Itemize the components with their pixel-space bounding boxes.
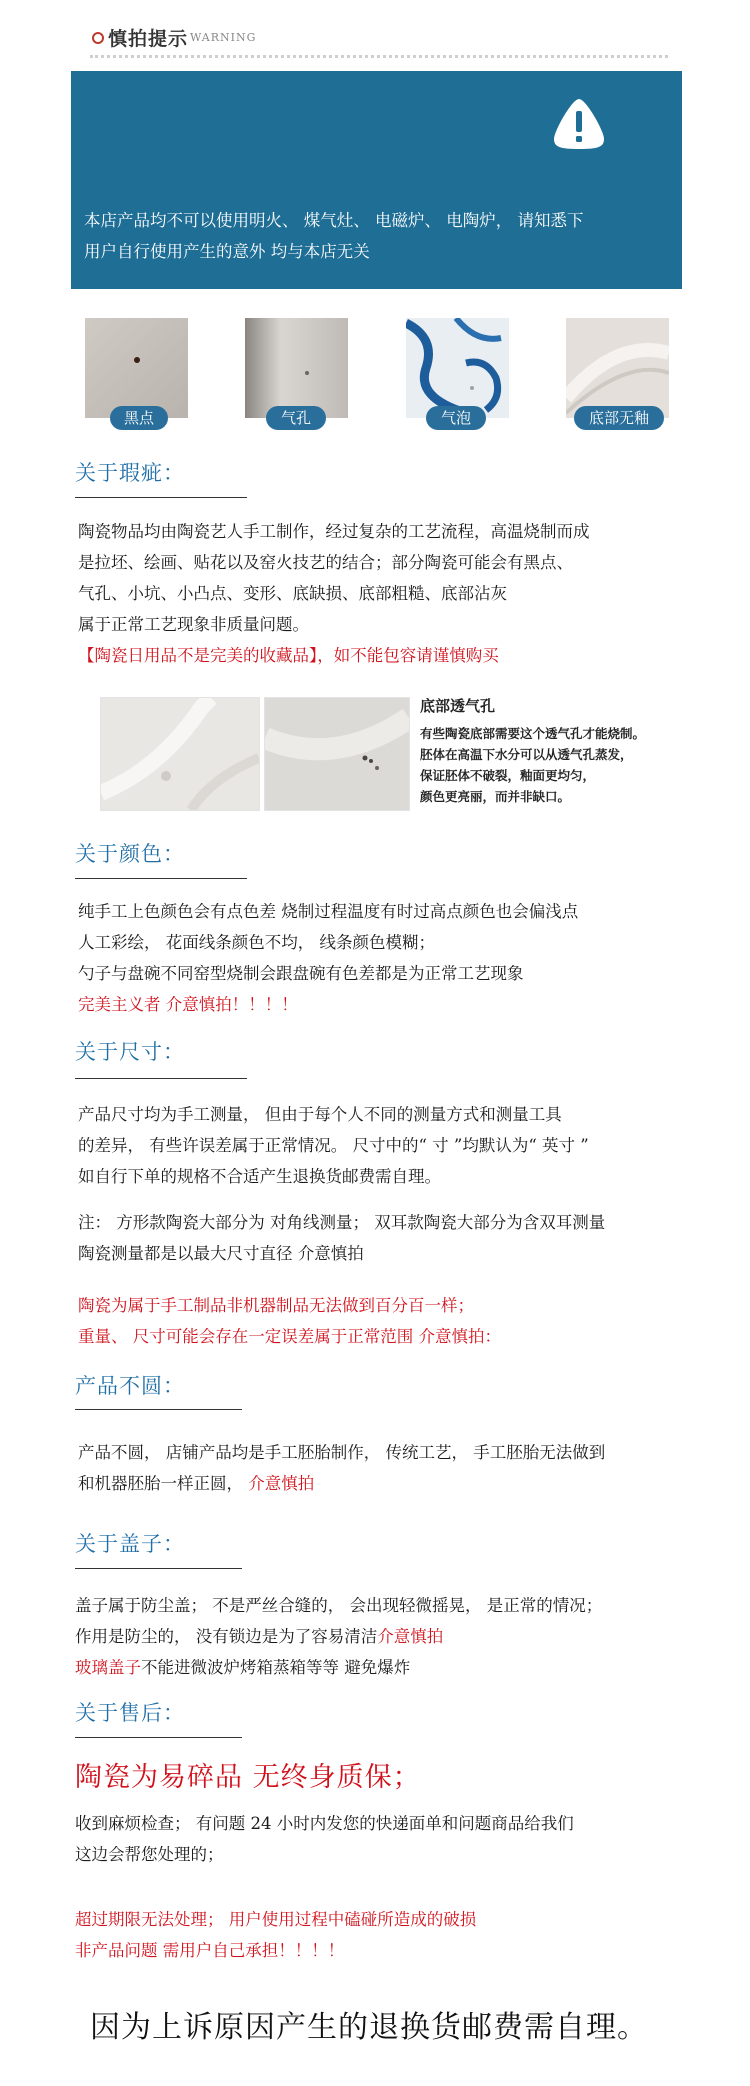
section-rule-color <box>75 878 247 879</box>
color-line-2: 人工彩绘， 花面线条颜色不均， 线条颜色模糊； <box>78 933 435 952</box>
thumb-label-air-hole: 气孔 <box>266 406 326 430</box>
round-line-2-text: 和机器胚胎一样正圆， <box>78 1474 243 1493</box>
size-line-3: 如自行下单的规格不合适产生退换货邮费需自理。 <box>78 1167 441 1186</box>
vent-hole-line-1: 有些陶瓷底部需要这个透气孔才能烧制。 <box>420 726 646 741</box>
round-line-2-warning: 介意慎拍 <box>243 1474 315 1493</box>
header-subtitle: WARNING <box>190 31 257 44</box>
vent-hole-photo-1 <box>100 697 260 811</box>
aftersale-headline: 陶瓷为易碎品 无终身质保； <box>75 1762 421 1793</box>
thumb-label-unglazed-bottom: 底部无釉 <box>574 406 664 430</box>
lid-line-3-text: 不能进微波炉烤箱蒸箱等等 避免爆炸 <box>141 1658 411 1677</box>
thumb-black-dot-image <box>85 318 188 418</box>
section-title-flaws: 关于瑕疵： <box>75 461 185 485</box>
header-title: 慎拍提示 <box>108 28 189 50</box>
thumb-bubble-image <box>406 318 509 418</box>
color-line-1: 纯手工上色颜色会有点色差 烧制过程温度有时过高点颜色也会偏浅点 <box>78 902 579 921</box>
vent-hole-text <box>420 723 720 807</box>
lid-line-2-text: 作用是防尘的， 没有锁边是为了容易清洁 <box>75 1627 378 1646</box>
warning-text <box>84 205 674 267</box>
aftersale-line-2: 这边会帮您处理的； <box>75 1845 224 1864</box>
flaws-line-4: 属于正常工艺现象非质量问题。 <box>78 615 309 634</box>
aftersale-warning <box>75 1904 743 1966</box>
size-warning-line-2: 重量、 尺寸可能会存在一定误差属于正常范围 介意慎拍： <box>78 1327 501 1346</box>
size-body <box>78 1099 743 1192</box>
flaws-warning-line: 【陶瓷日用品不是完美的收藏品】，如不能包容请谨慎购买 <box>78 646 499 665</box>
flaws-body <box>78 516 738 671</box>
lid-body <box>75 1590 743 1683</box>
size-line-2: 的差异， 有些许误差属于正常情况。 尺寸中的“ 寸 ”均默认为“ 英寸 ” <box>78 1136 589 1155</box>
lid-line-1: 盖子属于防尘盖； 不是严丝合缝的， 会出现轻微摇晃， 是正常的情况； <box>75 1596 603 1615</box>
aftersale-body <box>75 1808 743 1870</box>
warning-line-1: 本店产品均不可以使用明火、 煤气灶、 电磁炉、 电陶炉， 请知悉下 <box>84 211 584 230</box>
round-body <box>78 1437 743 1499</box>
section-title-size: 关于尺寸： <box>75 1040 185 1064</box>
lid-line-2-warning: 介意慎拍 <box>377 1627 444 1646</box>
flaws-line-2: 是拉坯、绘画、贴花以及窑火技艺的结合；部分陶瓷可能会有黑点、 <box>78 553 573 572</box>
section-title-aftersale: 关于售后： <box>75 1701 185 1725</box>
section-rule-aftersale <box>75 1737 242 1738</box>
vent-hole-title: 底部透气孔 <box>420 697 496 715</box>
header-divider <box>90 55 668 58</box>
warning-line-2: 用户自行使用产生的意外 均与本店无关 <box>84 242 370 261</box>
lid-line-3-warning: 玻璃盖子 <box>75 1658 141 1677</box>
color-body <box>78 896 743 1020</box>
round-line-1: 产品不圆， 店铺产品均是手工胚胎制作， 传统工艺， 手工胚胎无法做到 <box>78 1443 606 1462</box>
footer-notice: 因为上诉原因产生的退换货邮费需自理。 <box>90 2010 648 2045</box>
lid-line-2 <box>75 1621 743 1652</box>
section-title-lid: 关于盖子： <box>75 1532 185 1556</box>
vent-hole-line-3: 保证胚体不破裂，釉面更均匀， <box>420 768 596 783</box>
vent-hole-line-4: 颜色更亮丽，而并非缺口。 <box>420 789 571 804</box>
section-rule-size <box>75 1078 247 1079</box>
section-rule-lid <box>75 1568 242 1569</box>
thumb-label-bubble: 气泡 <box>426 406 486 430</box>
size-note-line-1: 注： 方形款陶瓷大部分为 对角线测量； 双耳款陶瓷大部分为含双耳测量 <box>78 1213 606 1232</box>
size-note-line-2: 陶瓷测量都是以最大尺寸直径 介意慎拍 <box>78 1244 364 1263</box>
aftersale-line-1: 收到麻烦检查； 有问题 24 小时内发您的快递面单和问题商品给我们 <box>75 1814 574 1833</box>
section-rule-flaws <box>75 497 247 498</box>
alert-icon <box>550 95 608 153</box>
header-bullet-icon <box>92 32 104 44</box>
aftersale-warning-line-2: 非产品问题 需用户自己承担！！！！ <box>75 1941 345 1960</box>
section-title-round: 产品不圆： <box>75 1374 185 1398</box>
section-rule-round <box>75 1409 242 1410</box>
size-line-1: 产品尺寸均为手工测量， 但由于每个人不同的测量方式和测量工具 <box>78 1105 562 1124</box>
size-note <box>78 1207 743 1269</box>
flaws-line-3: 气孔、小坑、小凸点、变形、底缺损、底部粗糙、底部沾灰 <box>78 584 507 603</box>
vent-hole-photo-2 <box>264 697 410 811</box>
aftersale-warning-line-1: 超过期限无法处理； 用户使用过程中磕碰所造成的破损 <box>75 1910 477 1929</box>
thumb-air-hole-image <box>245 318 348 418</box>
round-line-2 <box>78 1468 743 1499</box>
flaws-line-1: 陶瓷物品均由陶瓷艺人手工制作，经过复杂的工艺流程，高温烧制而成 <box>78 522 590 541</box>
size-warning-line-1: 陶瓷为属于手工制品非机器制品无法做到百分百一样； <box>78 1296 474 1315</box>
vent-hole-line-2: 胚体在高温下水分可以从透气孔蒸发， <box>420 747 633 762</box>
lid-line-3 <box>75 1652 743 1683</box>
color-line-3: 勺子与盘碗不同窑型烧制会跟盘碗有色差都是为正常工艺现象 <box>78 964 524 983</box>
thumb-unglazed-bottom-image <box>566 318 669 418</box>
thumb-label-black-dot: 黑点 <box>110 406 168 430</box>
color-warning-line: 完美主义者 介意慎拍！！！！ <box>78 995 298 1014</box>
section-title-color: 关于颜色： <box>75 842 185 866</box>
size-warning <box>78 1290 743 1352</box>
